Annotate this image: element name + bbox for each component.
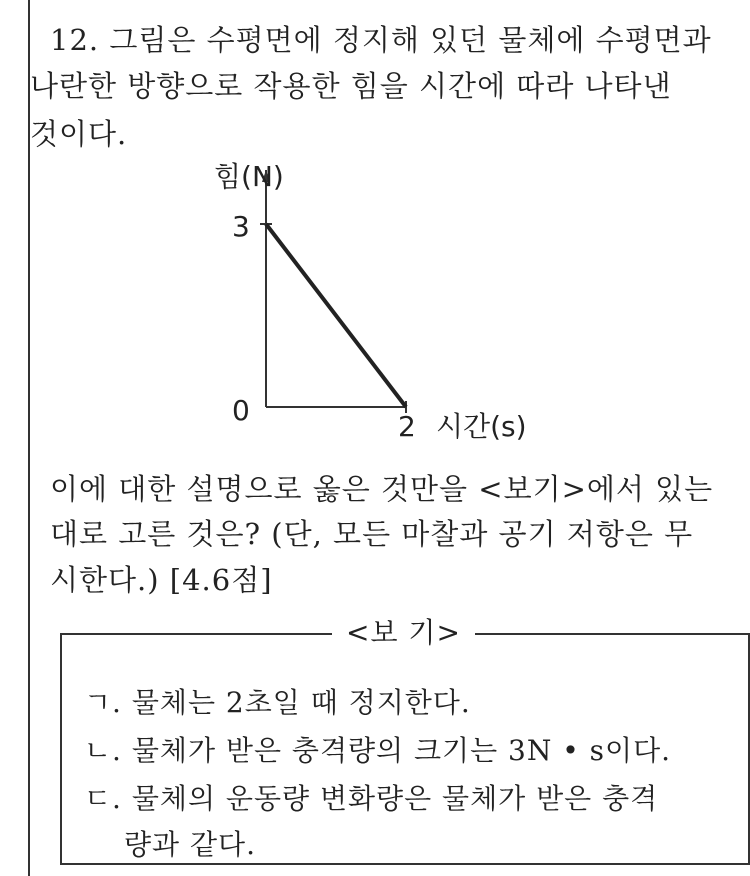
bogi-title: <보 기> (332, 611, 475, 651)
bogi-box (60, 616, 750, 865)
force-time-graph (180, 150, 560, 450)
force-time-graph-svg (180, 150, 560, 450)
y-tick-label-3: 3 (232, 210, 250, 243)
question-after-line-1: 이에 대한 설명으로 옳은 것만을 <보기>에서 있는 (50, 472, 714, 506)
x-tick-label-2: 2 (398, 410, 416, 443)
question-after-line-2: 대로 고른 것은? (단, 모든 마찰과 공기 저항은 무 (50, 517, 694, 551)
question-stem-line-3: 것이다. (30, 117, 128, 151)
bogi-item-digeut: ㄷ. 물체의 운동량 변화량은 물체가 받은 충격 (84, 782, 659, 815)
question-stem-line-1: 12. 그림은 수평면에 정지해 있던 물체에 수평면과 (50, 23, 712, 57)
bogi-item-giyeok: ㄱ. 물체는 2초일 때 정지한다. (84, 686, 471, 719)
y-axis-label: 힘(N) (214, 160, 284, 193)
force-line (266, 224, 406, 407)
question-after-line-3: 시한다.) [4.6점] (50, 563, 273, 597)
question-stem-line-2: 나란한 방향으로 작용한 힘을 시간에 따라 나타낸 (30, 69, 672, 103)
x-axis-label: 시간(s) (436, 410, 527, 443)
bogi-item-nieun: ㄴ. 물체가 받은 충격량의 크기는 3N • s이다. (84, 734, 672, 767)
page-frame (28, 0, 748, 876)
y-tick-label-0: 0 (232, 394, 250, 427)
bogi-item-digeut-continued: 량과 같다. (124, 828, 256, 861)
